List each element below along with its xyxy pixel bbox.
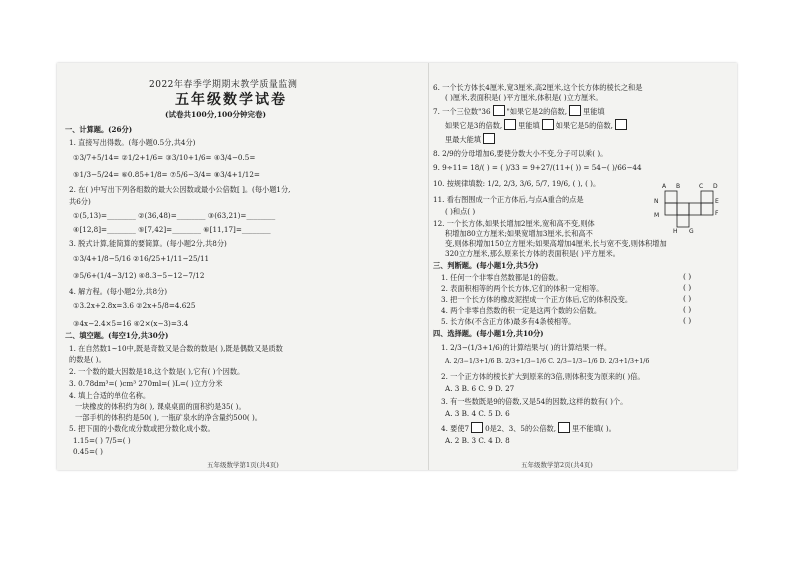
question-line: 4. 解方程。(每小题2分,共8分) — [69, 287, 168, 296]
question-text: 4. 要使7 — [441, 424, 470, 433]
judge-answer-paren[interactable]: ( ) — [683, 272, 692, 281]
answer-box[interactable] — [504, 119, 516, 130]
question-line: ③5/6+(1/4−3/12) ④8.3−5−12−7/12 — [73, 271, 205, 280]
question-line: ( )厘米,表面积是( )平方厘米,体积是( )立方厘米。 — [445, 93, 603, 102]
question-line: 1. 直接写出得数。(每小题0.5分,共4分) — [69, 138, 196, 147]
cube-net-figure — [651, 179, 731, 235]
question-line: ③4x−2.4×5=16 ④2×(x−3)=3.4 — [73, 319, 189, 328]
section-heading: 三、判断题。(每小题1分,共5分) — [433, 261, 539, 270]
exam-sheet — [57, 63, 737, 470]
question-line: ④[12,8]=________ ⑤[7,42]=________ ⑥[11,17]=________ — [73, 225, 271, 234]
choice-options: A. 3 B. 4 C. 5 D. 6 — [445, 409, 510, 418]
answer-box[interactable] — [569, 105, 581, 116]
question-text: 里能填 — [583, 107, 605, 116]
answer-box[interactable] — [471, 422, 483, 433]
question-text: "如果它是2的倍数, — [506, 107, 568, 116]
question-text: 里能填 — [518, 121, 540, 130]
question-line: ①3/4+1/8−5/16 ②16/25+1/11−25/11 — [73, 254, 210, 263]
choice-options: A. 3 B. 6 C. 9 D. 27 — [445, 384, 515, 393]
question-line — [445, 119, 629, 130]
exam-header: 2022年春季学期期末教学质量监测 — [149, 80, 298, 90]
judge-answer-paren[interactable]: ( ) — [683, 316, 692, 325]
question-line: 320立方厘米,那么原来长方体的表面积是( )平方厘米。 — [445, 249, 620, 258]
question-line: 2. 一个数的最大因数是18,这个数是( ),它有( )个因数。 — [69, 367, 245, 376]
question-line: 3. 把一个长方体的橡皮泥捏成一个正方体后,它的体积没变。 — [441, 295, 633, 304]
net-label: D — [713, 183, 718, 190]
question-line: 10. 按规律填数: 1/2, 2/3, 3/6, 5/7, 19/6, ( ), ( )。 — [433, 179, 601, 188]
question-line: 1. 2/3−(1/3+1/6)的计算结果与( )的计算结果一样。 — [441, 343, 612, 352]
question-line: 一部手机的体积约是50( ), 一瓶矿泉水的净含量约500( )。 — [75, 413, 262, 422]
question-line: ①(5,13)=________ ②(36,48)=________ ③(63,21)=________ — [73, 211, 276, 220]
choice-options: A. 2 B. 3 C. 4 D. 8 — [445, 436, 510, 445]
question-line: 2. 一个正方体的棱长扩大到原来的3倍,则体积变为原来的( )倍。 — [441, 372, 645, 381]
page-footer: 五年级数学第2页(共4页) — [521, 461, 593, 469]
net-label: C — [699, 183, 704, 190]
question-line: ①3/7+5/14= ②1/2+1/6= ③3/10+1/6= ④3/4−0.5= — [73, 153, 256, 162]
question-line: 4. 两个非零自然数的积一定是这两个数的公倍数。 — [441, 306, 602, 315]
question-line: 3. 有一些数既是9的倍数,又是54的因数,这样的数有( )个。 — [441, 397, 628, 406]
question-line: 1. 在自然数1~10中,既是奇数又是合数的数是( ),既是偶数又是质数 — [69, 344, 283, 353]
judge-answer-paren[interactable]: ( ) — [683, 305, 692, 314]
question-line: 2. 在( )中写出下列各组数的最大公因数或最小公倍数[ ]。(每小题1分, — [69, 185, 291, 194]
judge-answer-paren[interactable]: ( ) — [683, 283, 692, 292]
question-line: 5. 长方体(不含正方体)最多有4条棱相等。 — [441, 317, 576, 326]
question-line: 3. 0.78dm³=( )cm³ 270ml=( )L=( )立方分米 — [69, 379, 223, 388]
question-line: ⑤1/3−5/24= ⑥0.85+1/8= ⑦5/6−3/4= ⑧3/4+1/12= — [73, 170, 260, 179]
answer-box[interactable] — [483, 133, 495, 144]
question-line: 6. 一个长方体长4厘米,宽3厘米,高2厘米,这个长方体的棱长之和是 — [433, 83, 643, 92]
question-line — [441, 422, 616, 433]
net-label: B — [676, 183, 681, 190]
answer-box[interactable] — [493, 105, 505, 116]
question-line: 9. 9÷11= 18/( ) = ( )/33 = 9+27/(11+( )) = 54−( )/66−44 — [433, 163, 642, 172]
net-label: F — [715, 210, 719, 217]
section-heading: 四、选择题。(每小题1分,共10分) — [433, 329, 544, 338]
net-label: E — [715, 198, 719, 205]
question-line: 一块橡皮的体积约为8( ), 课桌桌面的面积约是35( )。 — [75, 402, 246, 411]
question-text: 里最大能填 — [445, 135, 481, 144]
question-line: 5. 把下面的小数化成分数或把分数化成小数。 — [69, 424, 215, 433]
question-text: 如果它是3的倍数, — [445, 121, 503, 130]
page-footer: 五年级数学第1页(共4页) — [207, 461, 279, 469]
exam-page-2 — [429, 63, 737, 470]
question-text: 7. 一个三位数"36 — [433, 107, 491, 116]
question-line: 变,则体积增加150立方厘米;如果高增加4厘米,长与宽不变,则体积增加 — [445, 239, 667, 248]
net-label: N — [654, 198, 659, 205]
exam-title: 五年级数学试卷 — [175, 92, 287, 108]
question-line — [433, 105, 605, 116]
question-line: 积增加80立方厘米;如果宽增加3厘米,长和高不 — [445, 229, 593, 238]
section-heading: 一、计算题。(26分) — [65, 125, 133, 134]
choice-options: A. 2/3−1/3+1/6 B. 2/3+1/3−1/6 C. 2/3−1/3−1/6 D. 2/3+1/3+1/6 — [445, 358, 650, 365]
question-line: 0.45=( ) — [73, 447, 103, 456]
question-line: 3. 脱式计算,能简算的要简算。(每小题2分,共8分) — [69, 239, 227, 248]
answer-box[interactable] — [615, 119, 627, 130]
section-heading: 二、填空题。(每空1分,共30分) — [65, 331, 169, 340]
net-label: G — [689, 228, 694, 235]
net-label: H — [673, 228, 678, 235]
question-text: 如果它是5的倍数, — [555, 121, 613, 130]
question-line — [445, 133, 497, 144]
question-line: 8. 2/9的分母增加6,要使分数大小不变,分子可以乘( )。 — [433, 149, 608, 158]
question-text: 里不能填( )。 — [571, 424, 616, 433]
question-line: ( )和点( ) — [445, 207, 476, 216]
question-line: 1.15=( ) 7/5=( ) — [73, 436, 131, 445]
question-line: 共6分) — [69, 197, 91, 206]
answer-box[interactable] — [542, 119, 554, 130]
question-line: 4. 填上合适的单位名称。 — [69, 391, 151, 400]
question-text: 0是2、3、5的公倍数, — [485, 424, 556, 433]
question-line: 1. 任何一个非零自然数都是1的倍数。 — [441, 273, 563, 282]
net-label: A — [662, 183, 667, 190]
exam-page-1 — [57, 63, 429, 470]
answer-box[interactable] — [558, 422, 570, 433]
question-line: ①3.2x+2.8x=3.6 ②2x+5/8=4.625 — [73, 301, 196, 310]
question-line: 12. 一个长方体,如果长增加2厘米,宽和高不变,则体 — [433, 219, 595, 228]
exam-note: (试卷共100分,100分钟完卷) — [165, 110, 267, 119]
net-label: M — [654, 212, 660, 219]
question-line: 的数是( )。 — [69, 355, 106, 364]
judge-answer-paren[interactable]: ( ) — [683, 294, 692, 303]
question-line: 2. 表面积相等的两个长方体,它们的体积一定相等。 — [441, 284, 604, 293]
question-line: 11. 看右图围成一个正方体后,与点A重合的点是 — [433, 195, 584, 204]
